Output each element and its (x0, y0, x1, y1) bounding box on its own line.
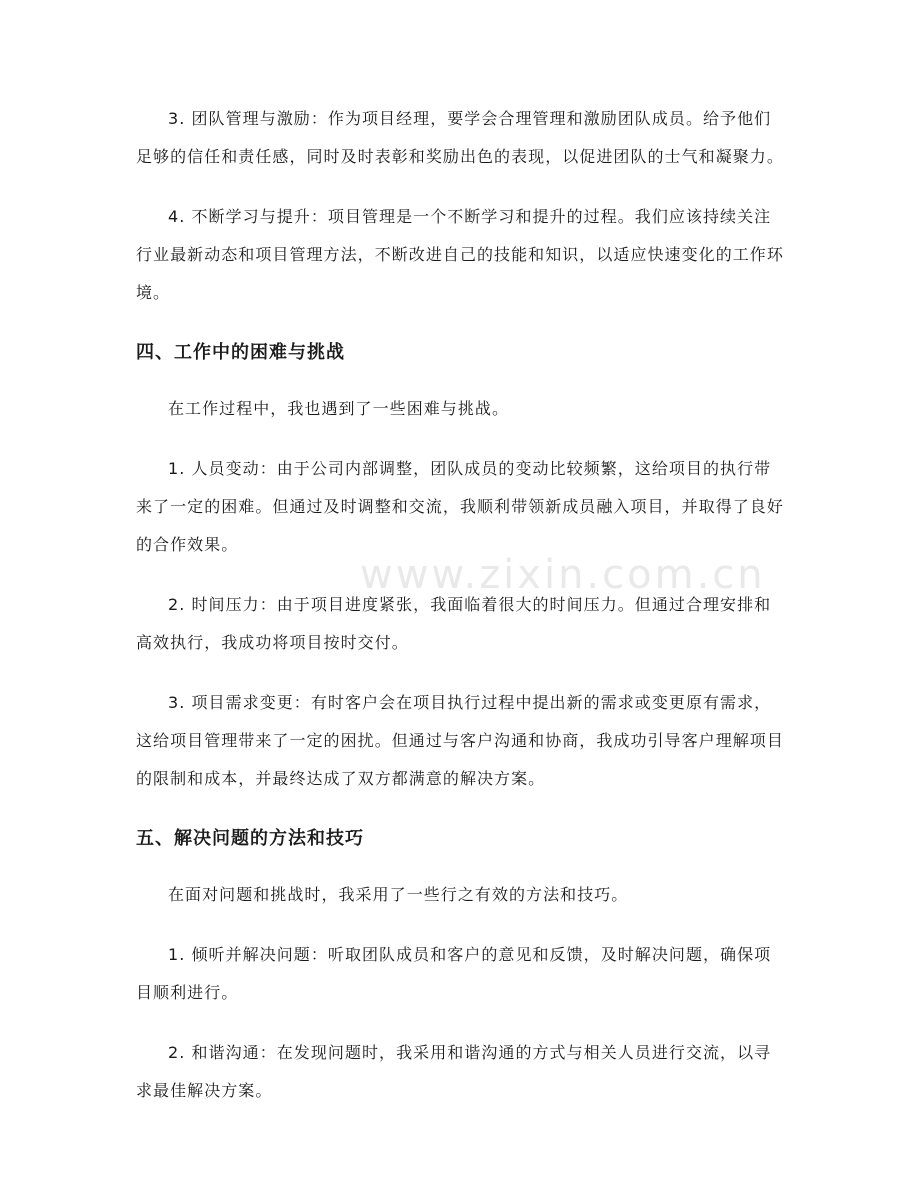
paragraph-harmonious-communication: 2. 和谐沟通：在发现问题时，我采用和谐沟通的方式与相关人员进行交流，以寻求最佳解决方案。 (136, 1043, 772, 1100)
document-body (136, 100, 786, 1132)
paragraph-solutions-intro: 在面对问题和挑战时，我采用了一些行之有效的方法和技巧。 (168, 885, 629, 904)
paragraph-difficulties-intro: 在工作过程中，我也遇到了一些困难与挑战。 (168, 399, 510, 418)
paragraph-time-pressure: 2. 时间压力：由于项目进度紧张，我面临着很大的时间压力。但通过合理安排和高效执行，我成功将项目按时交付。 (136, 595, 772, 652)
section-heading-solutions: 五、解决问题的方法和技巧 (136, 828, 364, 849)
watermark-text: www.zixin.com.cn (360, 552, 766, 598)
paragraph-staff-changes: 1. 人员变动：由于公司内部调整，团队成员的变动比较频繁，这给项目的执行带来了一定的困难。但通过及时调整和交流，我顺利带领新成员融入项目，并取得了良好的合作效果。 (136, 459, 784, 554)
paragraph-requirement-changes: 3. 项目需求变更：有时客户会在项目执行过程中提出新的需求或变更原有需求，这给项目管理带来了一定的困扰。但通过与客户沟通和协商，我成功引导客户理解项目的限制和成本，并最终达成了双方都满意的解决方案。 (136, 693, 784, 788)
section-heading-difficulties: 四、工作中的困难与挑战 (136, 342, 345, 363)
paragraph-continuous-learning: 4. 不断学习与提升：项目管理是一个不断学习和提升的过程。我们应该持续关注行业最新动态和项目管理方法，不断改进自己的技能和知识，以适应快速变化的工作环境。 (136, 207, 784, 302)
paragraph-team-management: 3. 团队管理与激励：作为项目经理，要学会合理管理和激励团队成员。给予他们足够的信任和责任感，同时及时表彰和奖励出色的表现，以促进团队的士气和凝聚力。 (136, 109, 784, 166)
paragraph-listen-solve: 1. 倾听并解决问题：听取团队成员和客户的意见和反馈，及时解决问题，确保项目顺利进行。 (136, 945, 772, 1002)
